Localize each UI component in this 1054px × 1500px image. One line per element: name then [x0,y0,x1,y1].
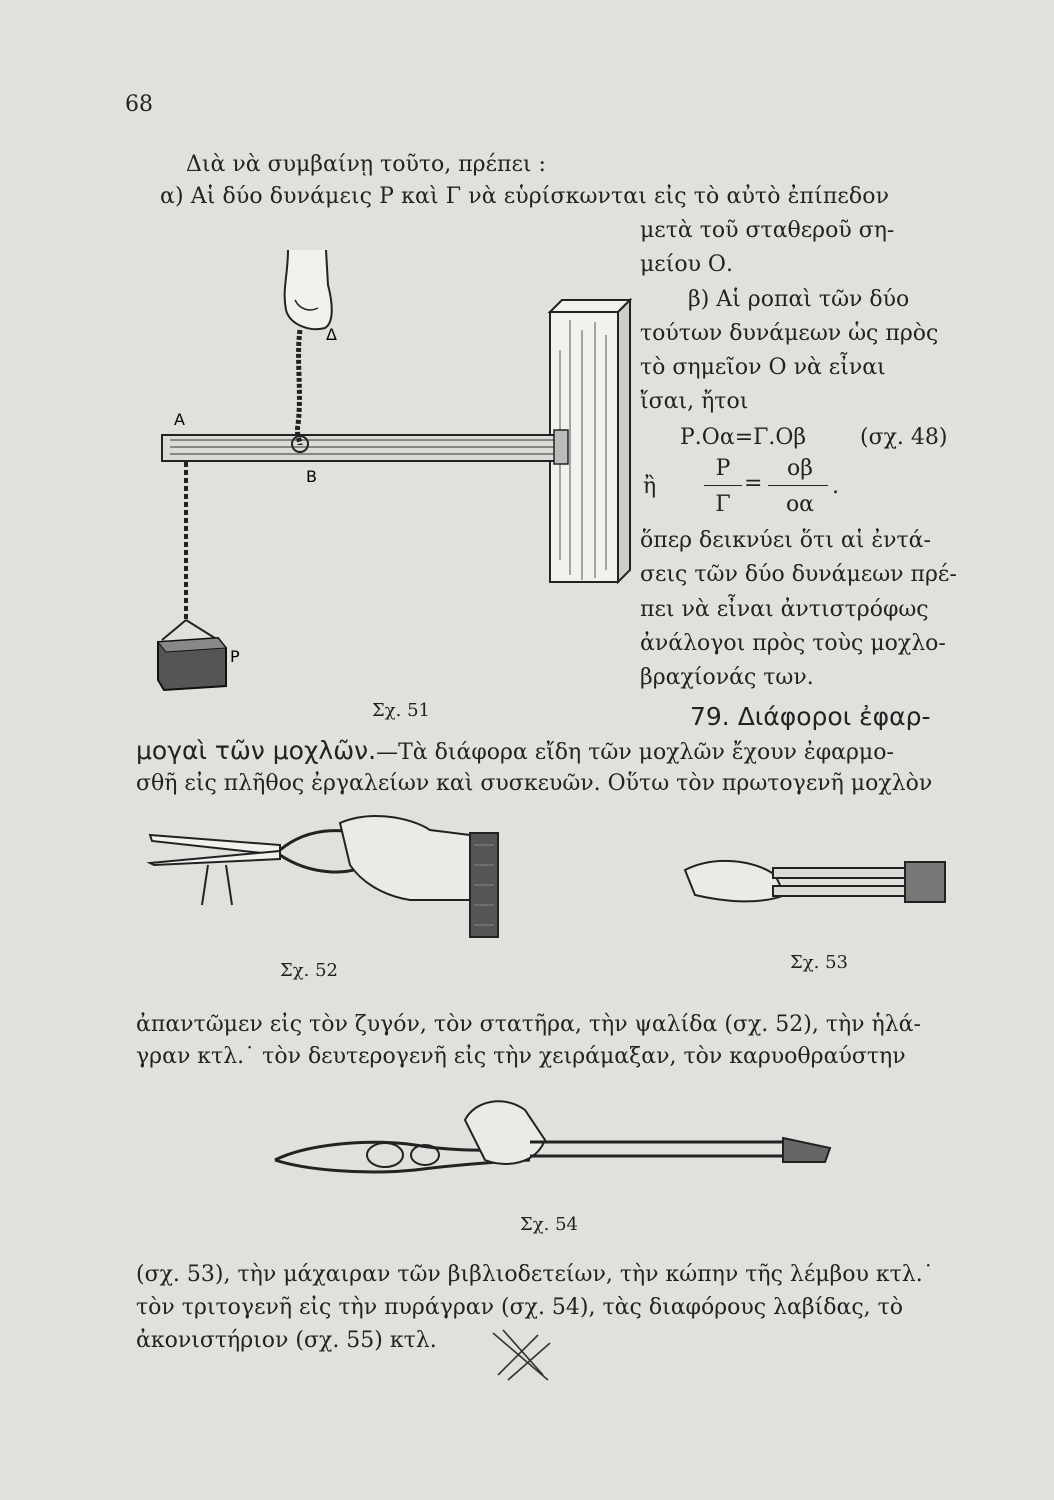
fraction-denominator: Γ [715,492,731,517]
fraction-bar [768,485,828,486]
figure-caption: Σχ. 51 [372,700,430,721]
fraction-numerator: Ρ [715,456,731,481]
equation-or: ἢ [643,474,657,499]
equals-sign: = [744,471,763,496]
figure-caption: Σχ. 53 [790,952,848,973]
section-heading-continued: μογαὶ τῶν μοχλῶν. [136,736,377,765]
label-a: Α [174,410,185,429]
paragraph-text: —Τὰ διάφορα εἴδη τῶν μοχλῶν ἔχουν ἐφαρμο- [376,740,894,765]
text-line: Διὰ νὰ συμβαίνῃ τοῦτο, πρέπει : [186,152,546,177]
text-line: β) Αἱ ροπαὶ τῶν δύο [688,287,910,312]
hand-holding-rope [285,250,332,452]
text-line: σθῆ εἰς πλῆθος ἐργαλείων καὶ συσκευῶν. Οὕτω τὸν πρωτογενῆ μοχλὸν [136,771,933,796]
figure-53-nutcracker [665,850,955,920]
text-line: σεις τῶν δύο δυνάμεων πρέ- [640,562,957,587]
label-d: Δ [326,325,337,344]
equation-reference: (σχ. 48) [860,425,948,450]
text-line: α) Αἱ δύο δυνάμεις Ρ καὶ Γ νὰ εὑρίσκωνται εἰς τὸ αὐτὸ ἐπίπεδον [160,184,890,209]
figure-51-lever-diagram [150,230,630,700]
text-line: πει νὰ εἶναι ἀντιστρόφως [640,597,929,622]
fraction-bar [704,485,742,486]
equation: Ρ.Οα=Γ.Οβ [680,425,807,450]
section-heading: 79. Διάφοροι ἐφαρ- [690,702,931,731]
text-line: βραχίονάς των. [640,665,814,690]
chain-and-weight [158,462,226,690]
fraction-denominator: οα [785,492,815,517]
page-number: 68 [125,92,153,117]
label-b: Β [306,467,317,486]
label-p: Ρ [230,647,240,666]
period: . [832,474,839,499]
lever-bar [162,430,568,464]
text-line: ἴσαι, ἤτοι [640,389,749,414]
figure-caption: Σχ. 54 [520,1214,578,1235]
text-line: μετὰ τοῦ σταθεροῦ ση- [640,218,895,243]
text-line: ἀνάλογοι πρὸς τοὺς μοχλο- [640,631,946,656]
text-line: ὅπερ δεικνύει ὅτι αἱ ἐντά- [640,528,931,553]
text-line: γραν κτλ.˙ τὸν δευτερογενῆ εἰς τὴν χειράμαξαν, τὸν καρυοθραύστην [136,1044,906,1069]
text-line [136,738,894,766]
text-line: τὸ σημεῖον Ο νὰ εἶναι [640,355,886,380]
text-line: τὸν τριτογενῆ εἰς τὴν πυράγραν (σχ. 54), τὰς διαφόρους λαβίδας, τὸ [136,1295,904,1320]
figure-caption: Σχ. 52 [280,960,338,981]
figure-52-scissors [140,805,520,945]
text-line: μείου Ο. [640,252,733,277]
handwritten-mark [488,1325,558,1385]
text-line: τούτων δυνάμεων ὡς πρὸς [640,321,939,346]
figure-54-fire-tongs [265,1090,845,1190]
fraction-numerator: οβ [787,456,813,481]
text-line: (σχ. 53), τὴν μάχαιραν τῶν βιβλιοδετείων, τὴν κώπην τῆς λέμβου κτλ.˙ [136,1262,934,1287]
text-line: ἀκονιστήριον (σχ. 55) κτλ. [136,1328,437,1353]
text-line: ἀπαντῶμεν εἰς τὸν ζυγόν, τὸν στατῆρα, τὴν ψαλίδα (σχ. 52), τὴν ἡλά- [136,1012,921,1037]
